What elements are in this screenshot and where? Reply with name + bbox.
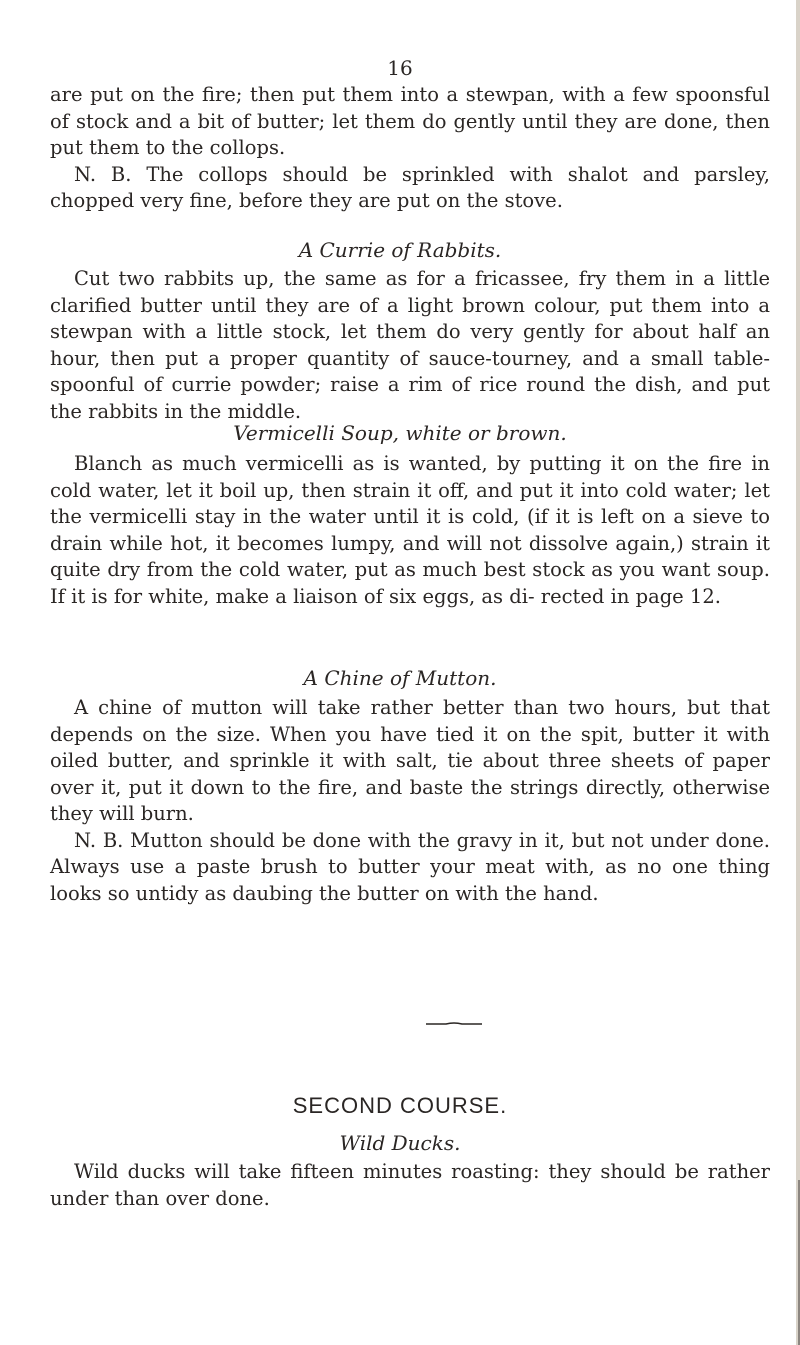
currie-heading: A Currie of Rabbits. [298, 238, 502, 262]
intro-note: N. B. The collops should be sprinkled with shalot and parsley, chopped very fine, before they are put on the stove. [50, 162, 770, 212]
vermicelli-text [50, 451, 770, 610]
intro-paragraph-1: are put on the fire; then put them into a stewpan, with a few spoonsful of stock and a bit of butter; let them do gently until they are done, then put them to the collops. [50, 83, 770, 159]
currie-paragraph: Cut two rabbits up, the same as for a fricassee, fry them in a little clarified butter until they are of a light brown colour, put them into a stewpan with a little stock, let them do very gently for about half an hour, then put a proper quantity of sauce-tourney, and a small table-spoonful of currie powder; raise a rim of rice round the dish, and put the rabbits in the middle. [50, 267, 770, 423]
mutton-paragraph: A chine of mutton will take rather better than two hours, but that depends on the size. When you have tied it on the spit, butter it with oiled butter, and sprinkle it with salt, tie about three sheets of paper over it, put it down to the fire, and baste the strings directly, otherwise they will burn. [50, 696, 770, 825]
vermicelli-paragraph: Blanch as much vermicelli as is wanted, by putting it on the fire in cold water, let it boil up, then strain it off, and put it into cold water; let the vermicelli stay in the water until it is cold, (if it is left on a sieve to drain while hot, it becomes lumpy, and will not dissolve again,) strain it quite dry from the cold water, put as much best stock as you want soup. If it is for white, make a liaison of six eggs, as di- rected in page 12. [50, 452, 770, 608]
intro-text [50, 82, 770, 215]
currie-text [50, 266, 770, 425]
mutton-note: N. B. Mutton should be done with the gravy in it, but not under done. Always use a paste brush to butter your meat with, as no one thing looks so untidy as daubing the butter on with the hand. [50, 828, 770, 905]
wild-ducks-paragraph: Wild ducks will take fifteen minutes roasting: they should be rather under than over done. [50, 1160, 770, 1210]
second-course-heading: SECOND COURSE. [292, 1093, 508, 1118]
mutton-heading: A Chine of Mutton. [303, 666, 497, 690]
page-number: 16 [387, 56, 413, 80]
ornament-rule [426, 1022, 482, 1026]
wild-ducks-text [50, 1159, 770, 1212]
mutton-text [50, 695, 770, 907]
wild-ducks-heading: Wild Ducks. [339, 1131, 461, 1155]
page-edge [786, 0, 800, 1345]
vermicelli-heading: Vermicelli Soup, white or brown. [233, 421, 567, 445]
